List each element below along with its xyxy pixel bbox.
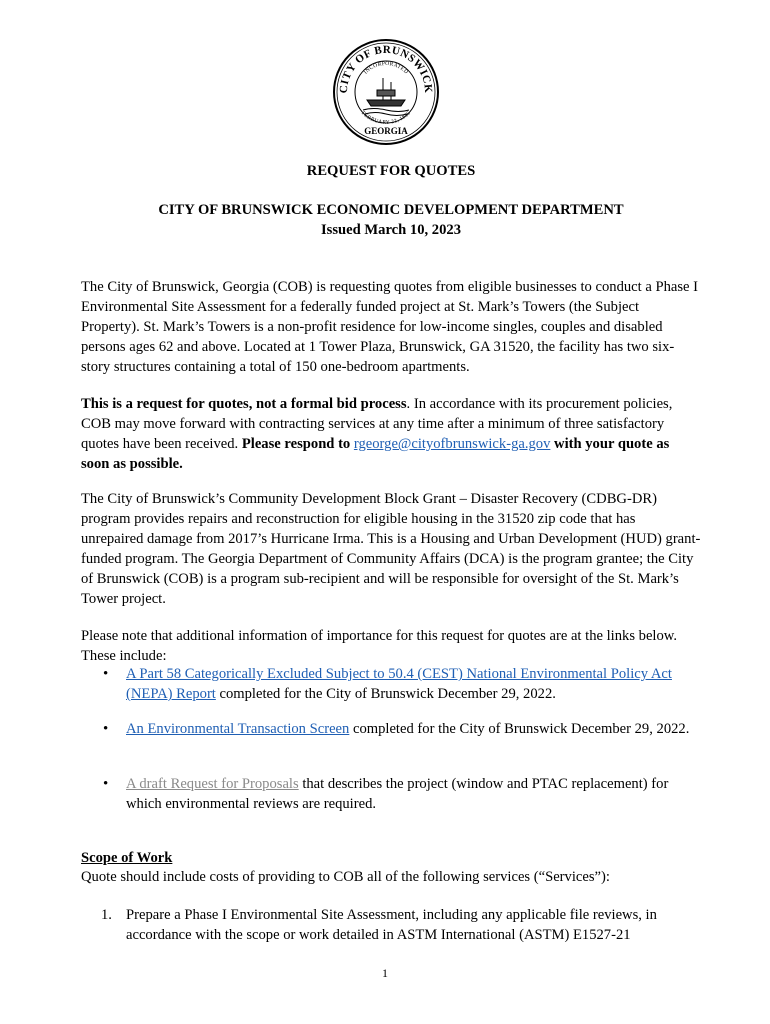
item-number: 1. — [101, 907, 112, 923]
issued-date: Issued March 10, 2023 — [320, 222, 461, 238]
svg-text:CITY OF BRUNSWICK: CITY OF BRUNSWICK — [337, 43, 435, 94]
city-seal-logo — [333, 34, 439, 150]
bullet-icon: • — [103, 721, 109, 737]
request-paragraph — [81, 394, 701, 474]
scope-list — [81, 905, 701, 945]
bullet-icon: • — [103, 666, 109, 682]
item-text: Prepare a Phase I Environmental Site Assessment, including any applicable file reviews, in accordance with the scope or work detailed in ASTM International (ASTM) E1527-21 — [126, 907, 657, 943]
document-title: REQUEST FOR QUOTES — [306, 163, 476, 179]
link-tail-text: completed for the City of Brunswick December 29, 2022. — [349, 721, 690, 737]
scope-list-item — [81, 905, 701, 945]
email-link[interactable]: rgeorge@cityofbrunswick-ga.gov — [353, 436, 551, 452]
department-name: CITY OF BRUNSWICK ECONOMIC DEVELOPMENT DEPARTMENT — [158, 202, 624, 218]
program-paragraph: The City of Brunswick’s Community Development Block Grant – Disaster Recovery (CDBG-DR) program provides repairs and reconstruction for eligible housing in the 31520 zip code that has unrepaired damage from 2017’s Hurricane Irma. This is a Housing and Urban Development (HUD) grant-funded program. The Georgia Department of Community Affairs (DCA) is the program grantee; the City of Brunswick (COB) is a program sub-recipient and will be responsible for oversight of the St. Mark’s Tower project. — [81, 491, 701, 607]
nepa-report-link[interactable]: A Part 58 Categorically Excluded Subject to 50.4 (CEST) National Environmental Policy Act (NEPA) Report — [126, 666, 672, 702]
request-bold-lead: This is a request for quotes, not a formal bid process — [81, 396, 407, 412]
request-text: . In accordance with its procurement policies, COB may move forward with contracting services at any time after a minimum of three satisfactory quotes have been received. — [81, 396, 673, 452]
svg-text:GEORGIA: GEORGIA — [364, 126, 408, 136]
link-list-item — [81, 664, 701, 704]
link-tail-text: that describes the project (window and PTAC replacement) for which environmental reviews are required. — [126, 776, 669, 812]
intro-paragraph: The City of Brunswick, Georgia (COB) is requesting quotes from eligible businesses to conduct a Phase I Environmental Site Assessment for a federally funded project at St. Mark’s Towers (the Subject Property). St. Mark’s Towers is a non-profit residence for low-income singles, couples and disabled persons ages 62 and above. Located at 1 Tower Plaza, Brunswick, GA 31520, the facility has two six-story structures containing a total of 150 one-bedroom apartments. — [81, 279, 699, 375]
draft-rfp-link[interactable]: A draft Request for Proposals — [126, 776, 299, 792]
scope-intro: Quote should include costs of providing to COB all of the following services (“Services”): — [81, 869, 610, 885]
svg-text:INCORPORATED: INCORPORATED — [362, 60, 410, 76]
svg-text:FEBRUARY 22, 1856: FEBRUARY 22, 1856 — [359, 110, 413, 126]
transaction-screen-link[interactable]: An Environmental Transaction Screen — [126, 721, 350, 737]
respond-tail: with your quote as soon as possible. — [81, 436, 670, 472]
bullet-icon: • — [103, 776, 109, 792]
link-tail-text: completed for the City of Brunswick December 29, 2022. — [215, 686, 556, 702]
page-number: 1 — [382, 966, 388, 980]
link-list-item — [81, 774, 701, 814]
respond-label: Please respond to — [241, 436, 354, 452]
links-intro-paragraph: Please note that additional information of importance for this request for quotes are at the links below. These include: — [81, 628, 678, 664]
link-list-item — [81, 719, 701, 739]
scope-heading: Scope of Work — [81, 850, 173, 866]
